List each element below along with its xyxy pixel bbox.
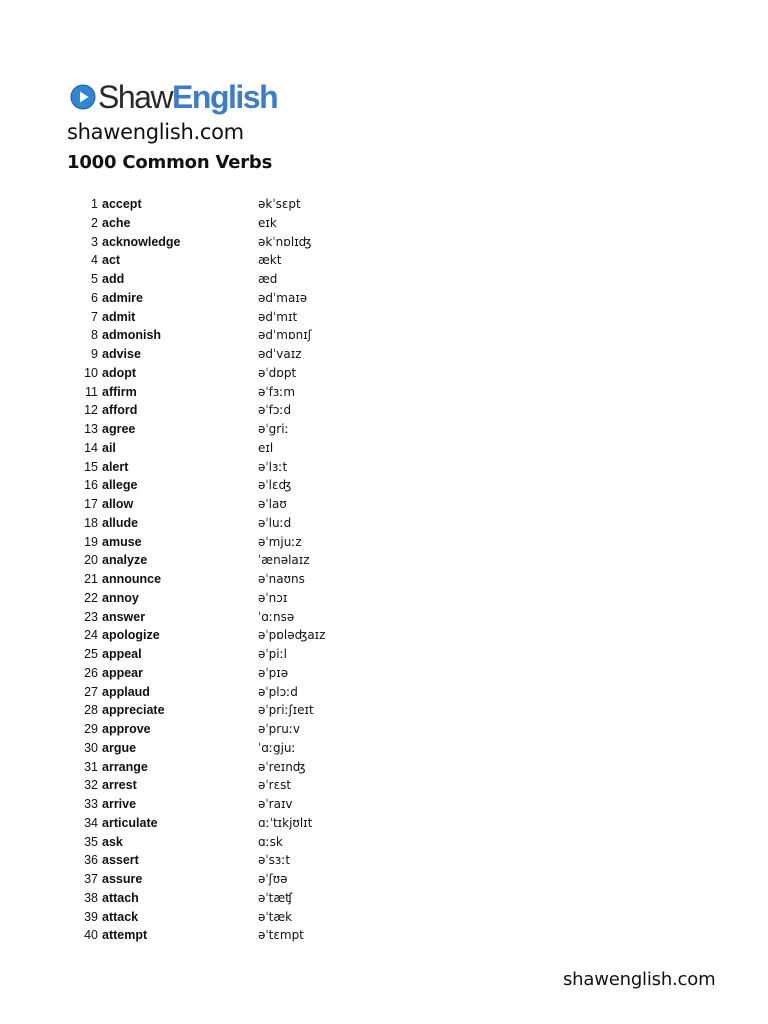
verb-number: 24 — [84, 628, 98, 643]
verb-number: 8 — [91, 328, 98, 343]
verb-word: answer — [102, 609, 146, 624]
verb-ipa: ədˈmaɪə — [258, 290, 308, 305]
verb-row — [0, 551, 768, 570]
verb-row — [0, 439, 768, 458]
verb-row — [0, 814, 768, 833]
verb-word: ail — [102, 440, 116, 455]
verb-word: approve — [102, 722, 151, 736]
verb-row — [0, 664, 768, 683]
verb-ipa: eɪk — [258, 215, 277, 230]
verb-word: applaud — [102, 684, 150, 699]
verb-number: 18 — [84, 515, 98, 530]
verb-number: 6 — [91, 290, 98, 305]
verb-ipa: əˈplɔːd — [258, 684, 298, 699]
verb-number: 15 — [84, 459, 98, 474]
verb-number: 14 — [84, 440, 98, 455]
verb-row — [0, 233, 768, 252]
verb-word: afford — [102, 403, 138, 418]
verb-ipa: əˈnaʊns — [258, 572, 305, 586]
site-name: shawenglish.com — [67, 120, 244, 144]
verb-number: 40 — [84, 928, 98, 943]
verb-number: 16 — [84, 478, 98, 493]
verb-row — [0, 326, 768, 345]
verb-row — [0, 739, 768, 758]
verb-number: 9 — [91, 347, 98, 361]
verb-word: amuse — [102, 534, 142, 549]
verb-number: 17 — [84, 497, 98, 511]
verb-ipa: əˈfɔːd — [258, 403, 292, 418]
verb-ipa: ˈænəlaɪz — [258, 553, 310, 568]
verb-ipa: ˈɑːgjuː — [258, 740, 296, 755]
verb-number: 7 — [91, 309, 98, 324]
verb-number: 25 — [84, 647, 98, 661]
verb-word: affirm — [102, 384, 137, 399]
verb-ipa: əˈraɪv — [258, 797, 293, 811]
verb-word: assure — [102, 872, 143, 886]
verb-row — [0, 645, 768, 664]
verb-number: 29 — [84, 722, 98, 736]
verb-ipa: əˈreɪnʤ — [258, 759, 306, 774]
verb-number: 10 — [84, 365, 98, 380]
verb-row — [0, 383, 768, 402]
verb-row — [0, 420, 768, 439]
verb-ipa: əˈpiːl — [258, 647, 288, 661]
verb-number: 38 — [84, 890, 98, 905]
verb-word: arrange — [102, 759, 148, 774]
verb-word: apologize — [102, 628, 160, 643]
verb-ipa: ɑːˈtɪkjʊlɪt — [258, 815, 313, 830]
verb-number: 34 — [84, 815, 98, 830]
verb-ipa: ədˈvaɪz — [258, 347, 302, 361]
verb-number: 26 — [84, 665, 98, 680]
verb-number: 30 — [84, 740, 98, 755]
verb-word: admonish — [102, 328, 162, 343]
verb-row — [0, 195, 768, 214]
verb-word: argue — [102, 740, 137, 755]
verb-row — [0, 776, 768, 795]
verb-word: ask — [102, 834, 123, 849]
verb-row — [0, 495, 768, 514]
verb-ipa: əˈpriːʃɪeɪt — [258, 703, 314, 718]
verb-number: 31 — [84, 759, 98, 774]
verb-ipa: əˈsɜːt — [258, 853, 291, 868]
verb-row — [0, 795, 768, 814]
verb-number: 33 — [84, 797, 98, 811]
verb-word: ache — [102, 215, 131, 230]
verb-word: advise — [102, 347, 141, 361]
verb-word: add — [102, 272, 125, 286]
verb-row — [0, 570, 768, 589]
verb-row — [0, 608, 768, 627]
verb-number: 32 — [84, 778, 98, 793]
verb-word: announce — [102, 572, 162, 586]
verb-ipa: ɑːsk — [258, 834, 283, 849]
verb-ipa: əˈgriː — [258, 422, 289, 436]
verb-number: 37 — [84, 872, 98, 886]
verb-row — [0, 270, 768, 289]
verb-ipa: əˈrɛst — [258, 778, 292, 793]
verb-word: accept — [102, 197, 142, 211]
verb-ipa: eɪl — [258, 440, 274, 455]
verb-row — [0, 289, 768, 308]
verb-row — [0, 889, 768, 908]
verb-ipa: æd — [258, 272, 278, 286]
play-icon — [70, 84, 96, 110]
verb-ipa: əˈlɜːt — [258, 459, 288, 474]
verb-ipa: ədˈmɒnɪʃ — [258, 328, 312, 343]
verb-row — [0, 345, 768, 364]
verb-number: 28 — [84, 703, 98, 718]
footer-site: shawenglish.com — [563, 969, 716, 990]
verb-ipa: əˈdɒpt — [258, 365, 297, 380]
page-title: 1000 Common Verbs — [67, 152, 273, 173]
verb-word: admire — [102, 290, 143, 305]
verb-row — [0, 701, 768, 720]
verb-row — [0, 758, 768, 777]
verb-number: 35 — [84, 834, 98, 849]
logo-wordmark — [98, 81, 277, 113]
verb-word: allude — [102, 515, 139, 530]
verb-row — [0, 214, 768, 233]
verb-number: 4 — [91, 253, 98, 268]
verb-word: act — [102, 253, 121, 268]
verb-ipa: əˈʃʊə — [258, 872, 288, 886]
verb-ipa: əkˈnɒlɪʤ — [258, 234, 312, 249]
verb-word: allege — [102, 478, 138, 493]
verb-word: appreciate — [102, 703, 165, 718]
logo-shaw: Shaw — [98, 79, 173, 115]
verb-ipa: əˈlaʊ — [258, 497, 287, 511]
verb-row — [0, 308, 768, 327]
verb-ipa: əˈfɜːm — [258, 384, 296, 399]
verb-word: attack — [102, 909, 139, 924]
verb-row — [0, 908, 768, 927]
verb-number: 2 — [91, 215, 98, 230]
verb-ipa: ækt — [258, 253, 282, 268]
verb-row — [0, 720, 768, 739]
verb-ipa: ˈɑːnsə — [258, 609, 295, 624]
verb-word: appeal — [102, 647, 142, 661]
verb-number: 12 — [84, 403, 98, 418]
verb-word: arrest — [102, 778, 137, 793]
verb-number: 5 — [91, 272, 98, 286]
verb-row — [0, 476, 768, 495]
verb-number: 27 — [84, 684, 98, 699]
verb-row — [0, 626, 768, 645]
verb-row — [0, 926, 768, 945]
verb-word: allow — [102, 497, 134, 511]
verb-word: adopt — [102, 365, 137, 380]
verb-row — [0, 833, 768, 852]
verb-ipa: əˈpɪə — [258, 665, 289, 680]
verb-word: attach — [102, 890, 139, 905]
verb-number: 39 — [84, 909, 98, 924]
verb-number: 1 — [91, 197, 98, 211]
verb-number: 13 — [84, 422, 98, 436]
verb-ipa: ədˈmɪt — [258, 309, 298, 324]
verb-ipa: əkˈsɛpt — [258, 197, 301, 211]
verb-word: attempt — [102, 928, 148, 943]
verb-ipa: əˈmjuːz — [258, 534, 302, 549]
verb-ipa: əˈtæʧ — [258, 890, 293, 905]
verb-row — [0, 401, 768, 420]
shawenglish-logo — [70, 78, 277, 116]
verb-word: acknowledge — [102, 234, 181, 249]
verb-ipa: əˈlɛʤ — [258, 478, 292, 493]
verb-number: 22 — [84, 590, 98, 605]
verb-ipa: əˈtɛmpt — [258, 928, 304, 943]
verb-word: annoy — [102, 590, 139, 605]
verb-number: 36 — [84, 853, 98, 868]
verb-word: analyze — [102, 553, 148, 568]
verb-word: assert — [102, 853, 139, 868]
verb-ipa: əˈpɒləʤaɪz — [258, 628, 326, 643]
verb-list — [0, 195, 768, 945]
verb-row — [0, 514, 768, 533]
verb-number: 3 — [91, 234, 98, 249]
verb-row — [0, 533, 768, 552]
verb-row — [0, 851, 768, 870]
verb-ipa: əˈluːd — [258, 515, 292, 530]
verb-ipa: əˈpruːv — [258, 722, 300, 736]
verb-row — [0, 251, 768, 270]
verb-row — [0, 870, 768, 889]
verb-word: articulate — [102, 815, 158, 830]
verb-row — [0, 589, 768, 608]
verb-number: 23 — [84, 609, 98, 624]
verb-number: 19 — [84, 534, 98, 549]
logo-english: English — [172, 79, 278, 115]
verb-row — [0, 683, 768, 702]
verb-word: arrive — [102, 797, 137, 811]
verb-word: agree — [102, 422, 136, 436]
verb-word: appear — [102, 665, 143, 680]
verb-ipa: əˈtæk — [258, 909, 293, 924]
verb-word: admit — [102, 309, 136, 324]
verb-row — [0, 364, 768, 383]
verb-ipa: əˈnɔɪ — [258, 590, 288, 605]
verb-number: 11 — [85, 384, 98, 399]
verb-number: 21 — [84, 572, 98, 586]
verb-number: 20 — [84, 553, 98, 568]
verb-word: alert — [102, 459, 129, 474]
verb-row — [0, 458, 768, 477]
